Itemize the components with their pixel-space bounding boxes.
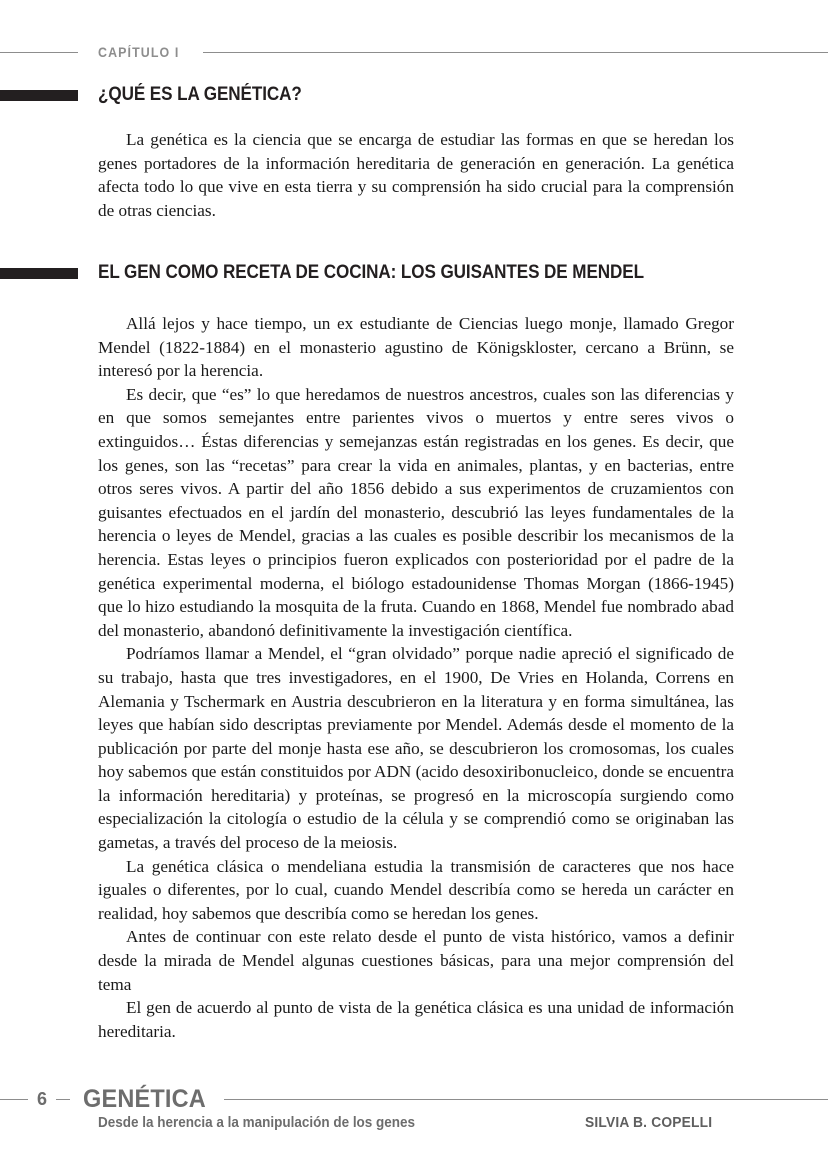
- section-body-el-gen-como-receta-de-cocina: [98, 312, 734, 1043]
- book-title: GENÉTICA: [83, 1084, 206, 1113]
- page-number: 6: [37, 1088, 48, 1109]
- chapter-label: CAPÍTULO I: [98, 44, 180, 60]
- section-body-que-es-la-genetica: [98, 128, 734, 222]
- footer-rule-right: [224, 1099, 828, 1100]
- section-heading-text: ¿QUÉ ES LA GENÉTICA?: [98, 84, 302, 105]
- author-name: SILVIA B. COPELLI: [585, 1115, 713, 1131]
- header-rule-right: [203, 52, 828, 53]
- paragraph: Podríamos llamar a Mendel, el “gran olvidado” porque nadie apreció el significado de su trabajo, hasta que tres investigadores, en el 1900, De Vries en Holanda, Correns en Alemania y Tschermark en Austria descubrieron en la literatura y en forma simultánea, las leyes que habían sido descriptas previamente por Mendel. Además desde el momento de la publicación por parte del monje hasta ese año, se descubrieron los cromosomas, los cuales hoy sabemos que están constituidos por ADN (acido desoxiribonucleico, donde se encuentra la información hereditaria) y proteínas, se progresó en la microscopía surgiendo como especialización la citología o estudio de la célula y se comprendió como se originaban las gametas, a través del proceso de la meiosis.: [98, 644, 734, 853]
- footer-meta-row: [0, 1115, 828, 1139]
- footer-dash: [56, 1099, 70, 1100]
- heading-bar-icon: [0, 90, 78, 101]
- paragraph: Allá lejos y hace tiempo, un ex estudiante de Ciencias luego monje, llamado Gregor Mendel (1822-1884) en el monasterio agustino de Königskloster, cercano a Brünn, se interesó por la herencia.: [98, 314, 734, 381]
- heading-bar-icon: [0, 268, 78, 279]
- section-heading-text: EL GEN COMO RECETA DE COCINA: LOS GUISANTES DE MENDEL: [98, 262, 644, 283]
- section-heading-el-gen-como-receta-de-cocina: [0, 262, 828, 284]
- footer-title-row: [0, 1086, 828, 1112]
- section-heading-que-es-la-genetica: [0, 84, 828, 106]
- running-header: [0, 40, 828, 64]
- paragraph: El gen de acuerdo al punto de vista de la genética clásica es una unidad de información hereditaria.: [98, 998, 734, 1041]
- footer-rule-left: [0, 1099, 28, 1100]
- book-subtitle: Desde la herencia a la manipulación de los genes: [98, 1115, 416, 1131]
- page-footer: [0, 1086, 828, 1139]
- header-rule-left: [0, 52, 78, 53]
- paragraph: La genética clásica o mendeliana estudia la transmisión de caracteres que nos hace iguales o diferentes, por lo cual, cuando Mendel describía como se hereda un carácter en realidad, hoy sabemos que describía como se heredan los genes.: [98, 856, 734, 923]
- paragraph: Antes de continuar con este relato desde el punto de vista histórico, vamos a definir desde la mirada de Mendel algunas cuestiones básicas, para una mejor comprensión del tema: [98, 927, 734, 994]
- paragraph: La genética es la ciencia que se encarga de estudiar las formas en que se heredan los genes portadores de la información hereditaria de generación en generación. La genética afecta todo lo que vive en esta tierra y su comprensión ha sido crucial para la comprensión de otras ciencias.: [98, 130, 734, 220]
- paragraph: Es decir, que “es” lo que heredamos de nuestros ancestros, cuales son las diferencias y en que somos semejantes entre parientes vivos o muertos y entre seres vivos o extinguidos… Éstas diferencias y semejanzas están registradas en los genes. Es decir, que los genes, son las “recetas” para crear la vida en animales, plantas, y en bacterias, entre otros seres vivos. A partir del año 1856 debido a sus experimentos de cruzamientos con guisantes efectuados en el jardín del monasterio, descubrió las leyes fundamentales de la herencia o leyes de Mendel, gracias a las cuales es posible describir los mecanismos de la herencia. Estas leyes o principios fueron explicados con posterioridad por el padre de la genética experimental moderna, el biólogo estadounidense Thomas Morgan (1866-1945) que lo hizo estudiando la mosquita de la fruta. Cuando en 1868, Mendel fue nombrado abad del monasterio, abandonó definitivamente la investigación científica.: [98, 384, 734, 640]
